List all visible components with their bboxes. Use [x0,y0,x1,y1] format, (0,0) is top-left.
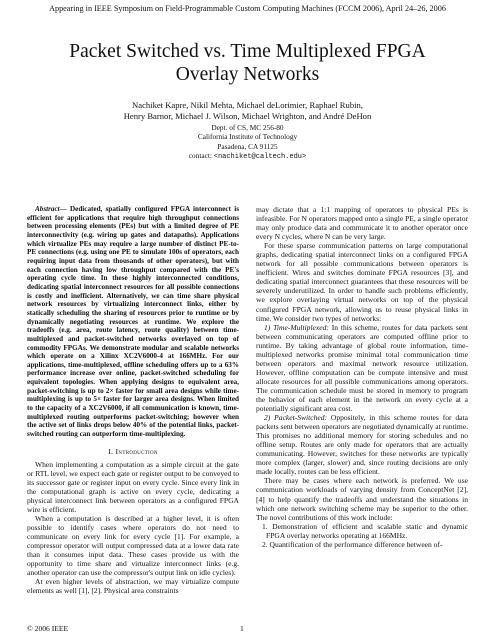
running-head: Appearing in IEEE Symposium on Field-Programmable Custom Computing Machines (FCCM 2006), April 24–26, 2006 [49,4,446,13]
authors [40,100,455,122]
abstract-lead: Abstract [35,205,60,213]
right-paragraph-1: may dictate that a 1:1 mapping of operators to physical PEs is infeasible. For N operators mapped onto a single PE, a single operator may only produce data and communicate it to another operator once every N cycles, where N can be very large. [256,205,468,242]
right-column [256,205,468,549]
packet-switched-heading: 2) Packet-Switched: [264,413,327,423]
affiliation [40,123,455,162]
department: Dept. of CS, MC 256-80 [211,123,284,132]
institution: California Institute of Technology [197,132,298,142]
time-multiplexed-body: In this scheme, routes for data packets sent between communicating operators are computed offline prior to runtime. By taking advantage of global route information, time-multiplexed networks promise minimal total communication time between operators and maximal network resource utilization. However, offline computation can be compute intensive and must allocate resources for all possible communications among operators. The communication schedule must be stored in memory to program the behavior of each element in the network on every cycle at a potentially significant area cost. [256,322,468,414]
intro-paragraph-2: When a computation is described at a higher level, it is often possible to identify cases where operators do not need to communicate on every link for every cycle [1]. For example, a compressor operator will output compressed data at a lower data rate than it consumes input data. These cases provide us with the opportunity to time share and virtualize interconnect links (e.g. another operator can use the compressor's output link on idle cycles). [27,514,239,578]
title-line-1: Packet Switched vs. Time Multiplexed FPGA [69,41,426,62]
contact-label: contact: [188,150,212,160]
title-line-2: Overlay Networks [175,64,320,85]
abstract [27,205,239,439]
authors-line-2: Henry Barnor, Michael J. Wilson, Michael Wrighton, and André DeHon [123,110,372,121]
contribution-item-1: 1. Demonstration of efficient and scalable static and dynamic FPGA overlay networks operating at 166MHz. [262,521,468,540]
left-column [27,205,239,595]
paper-title [40,40,455,86]
right-paragraph-2: For these sparse communication patterns on large computational graphs, dedicating spatial interconnect links on a configured FPGA network for all possible communications between operators is inefficient. Wires and switches dominate FPGA resources [3], and dedicating spatial interconnect guarantees that these resources will be severely underutilized. In order to handle such problems efficiently, we explore overlaying virtual networks on top of the physical configured FPGA network, allowing us to reuse physical links in time. We consider two types of networks: [256,241,468,323]
intro-paragraph-1: When implementing a computation as a simple circuit at the gate or RTL level, we expect each gate or register output to be conveyed to its successor gate or register input on every cycle. Since every link in the computational graph is active on every cycle, dedicating a physical interconnect link between operators as a configured FPGA wire is efficient. [27,459,239,514]
right-paragraph-3: There may be cases where each network is preferred. We use communication workloads of varying density from ConceptNet [2], [4] to help quantify the tradeoffs and understand the situations in which one network switching scheme may be superior to the other. The novel contributions of this work include: [256,476,468,522]
contribution-item-2: 2. Quantification of the performance difference between of- [262,539,443,549]
packet-switched-body: Oppositely, in this scheme routes for data packets sent between operators are negotiated dynamically at runtime. This promises no additional memory for storing schedules and no offline setup. Routes are only made for operators that are actually communicating. However, switches for these networks are typically more complex (larger, slower) and, since routing decisions are only made locally, routes can be less efficient. [256,413,468,477]
contact-email[interactable]: <nachiket@caltech.edu> [213,152,307,161]
time-multiplexed-paragraph [256,323,468,413]
section-heading-introduction: I. Introduction [108,446,158,456]
intro-paragraph-3: At even higher levels of abstraction, we may virtualize compute elements as well [1], [2]. Physical area constraints [27,577,239,596]
abstract-body: — Dedicated, spatially configured FPGA interconnect is efficient for applications that require high throughput connections between processing elements (PEs) but with a limited degree of PE interconnectivity (e.g. wiring up gates and datapaths). Applications which virtualize PEs may require a large number of distinct PE-to-PE connections (e.g. using one PE to simulate 100s of operators, each requiring input data from thousands of other operators), but with each connection having low throughput compared with the PE's operating cycle time. In these highly interconnected conditions, dedicating spatial interconnect resources for all possible connections is costly and inefficient. Alternatively, we can time share physical network resources by virtualizing interconnect links, either by statically scheduling the sharing of resources prior to runtime or by dynamically negotiating resources at runtime. We explore the tradeoffs (e.g. area, route latency, route quality) between time-multiplexed and packet-switched networks overlayed on top of commodity FPGAs. We demonstrate modular and scalable networks which operate on a Xilinx XC2V6000-4 at 166MHz. For our applications, time-multiplexed, offline scheduling offers up to a 63% performance increase over online, packet-switched scheduling for equivalent topologies. When applying designs to equivalent area, packet-switching is up to 2× faster for small area designs while time-multiplexing is up to 5× faster for larger area designs. When limited to the capacity of a XC2V6000, if all communication is known, time-multiplexed routing outperforms packet-switching; however when the active set of links drops below 40% of the potential links, packet-switched routing can outperform time-multiplexing. [27,205,239,439]
city: Pasadena, CA 91125 [217,141,278,151]
packet-switched-paragraph [256,413,468,476]
contact [40,151,455,162]
authors-line-1: Nachiket Kapre, Nikil Mehta, Michael deLorimier, Raphael Rubin, [132,100,363,110]
time-multiplexed-heading: 1) Time-Multiplexed: [264,322,329,332]
copyright-notice: © 2006 IEEE [27,624,69,633]
page-number: 1 [240,624,244,633]
